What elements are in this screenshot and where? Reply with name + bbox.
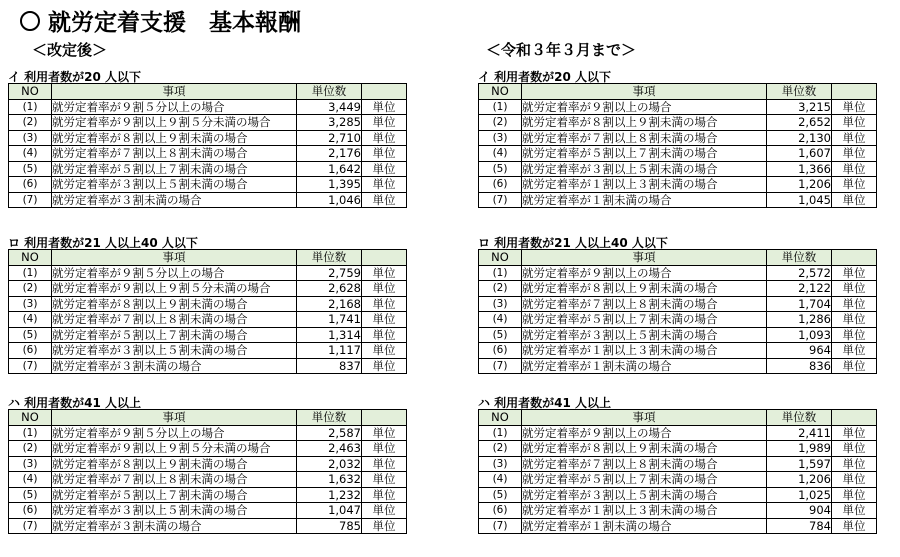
row-condition: 就労定着率が８割以上９割未満の場合: [52, 130, 297, 146]
row-number: (2): [479, 115, 522, 131]
row-condition: 就労定着率が５割以上７割未満の場合: [52, 487, 297, 503]
row-number: (3): [9, 456, 52, 472]
row-number: (7): [479, 192, 522, 208]
row-number: (4): [9, 472, 52, 488]
row-unit-label: 単位: [362, 130, 407, 146]
row-unit-label: 単位: [362, 296, 407, 312]
table-row: [9, 441, 407, 457]
row-number: (4): [479, 472, 522, 488]
row-number: (5): [479, 161, 522, 177]
header-units: 単位数: [767, 250, 832, 266]
table-row: [9, 99, 407, 115]
row-number: (6): [479, 177, 522, 193]
row-units-value: 2,710: [297, 130, 362, 146]
row-unit-label: 単位: [362, 343, 407, 359]
row-number: (4): [9, 312, 52, 328]
row-number: (7): [9, 358, 52, 374]
row-units-value: 2,463: [297, 441, 362, 457]
table-row: [9, 312, 407, 328]
row-condition: 就労定着率が８割以上９割未満の場合: [522, 115, 767, 131]
row-condition: 就労定着率が５割以上７割未満の場合: [52, 327, 297, 343]
table-header-row: [9, 84, 407, 100]
header-no: NO: [9, 250, 52, 266]
row-condition: 就労定着率が１割未満の場合: [522, 518, 767, 534]
row-number: (2): [9, 281, 52, 297]
row-unit-label: 単位: [362, 192, 407, 208]
table-row: [9, 425, 407, 441]
row-units-value: 1,642: [297, 161, 362, 177]
row-condition: 就労定着率が９割以上の場合: [522, 265, 767, 281]
table-row: [479, 487, 877, 503]
row-condition: 就労定着率が１割以上３割未満の場合: [522, 177, 767, 193]
row-number: (3): [479, 130, 522, 146]
row-unit-label: 単位: [362, 327, 407, 343]
row-number: (6): [479, 343, 522, 359]
section-label: ロ 利用者数が21 人以上40 人以下: [8, 236, 198, 250]
row-unit-label: 単位: [362, 358, 407, 374]
table-row: [479, 161, 877, 177]
row-unit-label: 単位: [832, 487, 877, 503]
row-number: (2): [479, 281, 522, 297]
row-condition: 就労定着率が１割以上３割未満の場合: [522, 343, 767, 359]
row-units-value: 2,122: [767, 281, 832, 297]
row-number: (6): [9, 343, 52, 359]
row-unit-label: 単位: [362, 146, 407, 162]
row-condition: 就労定着率が９割以上の場合: [522, 425, 767, 441]
row-units-value: 2,168: [297, 296, 362, 312]
row-condition: 就労定着率が５割以上７割未満の場合: [522, 312, 767, 328]
row-unit-label: 単位: [832, 115, 877, 131]
row-number: (1): [9, 265, 52, 281]
table-row: [479, 130, 877, 146]
row-units-value: 1,046: [297, 192, 362, 208]
row-number: (7): [479, 518, 522, 534]
row-condition: 就労定着率が１割以上３割未満の場合: [522, 503, 767, 519]
row-number: (4): [479, 146, 522, 162]
row-condition: 就労定着率が３割未満の場合: [52, 518, 297, 534]
header-label: [832, 84, 877, 100]
row-condition: 就労定着率が９割５分以上の場合: [52, 425, 297, 441]
section-label: ハ 利用者数が41 人以上: [478, 396, 612, 410]
row-unit-label: 単位: [362, 472, 407, 488]
header-item: 事項: [52, 250, 297, 266]
table-row: [9, 456, 407, 472]
row-unit-label: 単位: [832, 456, 877, 472]
row-unit-label: 単位: [362, 161, 407, 177]
header-item: 事項: [522, 84, 767, 100]
row-condition: 就労定着率が５割以上７割未満の場合: [52, 161, 297, 177]
row-units-value: 785: [297, 518, 362, 534]
row-condition: 就労定着率が３割以上５割未満の場合: [522, 327, 767, 343]
row-unit-label: 単位: [832, 296, 877, 312]
row-condition: 就労定着率が７割以上８割未満の場合: [52, 312, 297, 328]
row-condition: 就労定着率が３割未満の場合: [52, 358, 297, 374]
row-units-value: 964: [767, 343, 832, 359]
row-number: (7): [9, 192, 52, 208]
row-number: (1): [9, 99, 52, 115]
header-no: NO: [479, 250, 522, 266]
row-number: (3): [479, 456, 522, 472]
row-condition: 就労定着率が３割以上５割未満の場合: [522, 487, 767, 503]
row-units-value: 837: [297, 358, 362, 374]
row-units-value: 1,286: [767, 312, 832, 328]
header-units: 単位数: [767, 410, 832, 426]
row-units-value: 1,206: [767, 177, 832, 193]
table-row: [9, 358, 407, 374]
row-unit-label: 単位: [832, 281, 877, 297]
row-units-value: 2,032: [297, 456, 362, 472]
row-units-value: 1,093: [767, 327, 832, 343]
row-units-value: 1,117: [297, 343, 362, 359]
row-condition: 就労定着率が３割以上５割未満の場合: [52, 503, 297, 519]
row-units-value: 1,741: [297, 312, 362, 328]
table-row: [479, 441, 877, 457]
row-units-value: 2,652: [767, 115, 832, 131]
row-units-value: 1,206: [767, 472, 832, 488]
row-unit-label: 単位: [362, 487, 407, 503]
table-row: [9, 472, 407, 488]
row-number: (1): [479, 425, 522, 441]
row-condition: 就労定着率が８割以上９割未満の場合: [522, 441, 767, 457]
table-row: [479, 456, 877, 472]
table-row: [479, 343, 877, 359]
row-unit-label: 単位: [832, 503, 877, 519]
table-row: [479, 472, 877, 488]
header-label: [832, 250, 877, 266]
row-number: (1): [9, 425, 52, 441]
row-unit-label: 単位: [362, 177, 407, 193]
row-number: (4): [479, 312, 522, 328]
row-unit-label: 単位: [832, 146, 877, 162]
section-label: イ 利用者数が20 人以下: [478, 70, 612, 84]
table-row: [9, 518, 407, 534]
table-header-row: [479, 250, 877, 266]
row-unit-label: 単位: [832, 425, 877, 441]
table-row: [479, 503, 877, 519]
row-condition: 就労定着率が５割以上７割未満の場合: [522, 472, 767, 488]
row-units-value: 1,366: [767, 161, 832, 177]
row-condition: 就労定着率が７割以上８割未満の場合: [522, 456, 767, 472]
row-condition: 就労定着率が９割以上の場合: [522, 99, 767, 115]
row-units-value: 1,704: [767, 296, 832, 312]
row-condition: 就労定着率が８割以上９割未満の場合: [52, 456, 297, 472]
row-units-value: 1,597: [767, 456, 832, 472]
row-unit-label: 単位: [832, 472, 877, 488]
row-condition: 就労定着率が７割以上８割未満の場合: [522, 130, 767, 146]
section-label: ロ 利用者数が21 人以上40 人以下: [478, 236, 668, 250]
row-unit-label: 単位: [362, 503, 407, 519]
reward-table: [478, 249, 877, 374]
header-label: [832, 410, 877, 426]
row-units-value: 2,628: [297, 281, 362, 297]
table-row: [9, 146, 407, 162]
row-units-value: 2,130: [767, 130, 832, 146]
header-label: [362, 84, 407, 100]
table-row: [479, 327, 877, 343]
row-number: (1): [479, 99, 522, 115]
row-units-value: 1,045: [767, 192, 832, 208]
row-condition: 就労定着率が９割５分以上の場合: [52, 265, 297, 281]
table-row: [9, 281, 407, 297]
row-units-value: 784: [767, 518, 832, 534]
row-condition: 就労定着率が８割以上９割未満の場合: [522, 281, 767, 297]
row-number: (7): [9, 518, 52, 534]
row-unit-label: 単位: [362, 265, 407, 281]
row-units-value: 2,759: [297, 265, 362, 281]
row-condition: 就労定着率が１割未満の場合: [522, 358, 767, 374]
row-units-value: 2,176: [297, 146, 362, 162]
row-condition: 就労定着率が９割以上９割５分未満の場合: [52, 115, 297, 131]
header-item: 事項: [52, 410, 297, 426]
reward-table: [478, 83, 877, 208]
row-unit-label: 単位: [832, 518, 877, 534]
table-header-row: [479, 410, 877, 426]
row-unit-label: 単位: [362, 425, 407, 441]
page-title: [20, 4, 301, 37]
table-row: [479, 265, 877, 281]
row-number: (5): [479, 327, 522, 343]
page-title-text: 就労定着支援 基本報酬: [48, 10, 301, 36]
table-row: [9, 115, 407, 131]
header-units: 単位数: [297, 410, 362, 426]
row-unit-label: 単位: [832, 343, 877, 359]
header-units: 単位数: [297, 84, 362, 100]
section-label: ハ 利用者数が41 人以上: [8, 396, 142, 410]
row-number: (5): [9, 487, 52, 503]
row-units-value: 1,232: [297, 487, 362, 503]
row-units-value: 3,285: [297, 115, 362, 131]
row-number: (3): [9, 130, 52, 146]
section-label: イ 利用者数が20 人以下: [8, 70, 142, 84]
row-unit-label: 単位: [362, 456, 407, 472]
row-units-value: 1,395: [297, 177, 362, 193]
table-row: [479, 312, 877, 328]
row-units-value: 3,215: [767, 99, 832, 115]
row-number: (3): [9, 296, 52, 312]
column-heading: ＜令和３年３月まで＞: [486, 41, 637, 59]
row-units-value: 1,025: [767, 487, 832, 503]
row-number: (7): [479, 358, 522, 374]
header-units: 単位数: [767, 84, 832, 100]
table-row: [479, 192, 877, 208]
row-unit-label: 単位: [832, 130, 877, 146]
table-row: [9, 177, 407, 193]
table-row: [479, 99, 877, 115]
row-condition: 就労定着率が７割以上８割未満の場合: [522, 296, 767, 312]
row-units-value: 1,989: [767, 441, 832, 457]
row-unit-label: 単位: [832, 177, 877, 193]
row-unit-label: 単位: [362, 518, 407, 534]
row-condition: 就労定着率が９割以上９割５分未満の場合: [52, 281, 297, 297]
row-unit-label: 単位: [362, 441, 407, 457]
row-number: (6): [9, 503, 52, 519]
table-row: [9, 192, 407, 208]
row-units-value: 3,449: [297, 99, 362, 115]
table-row: [9, 327, 407, 343]
table-header-row: [479, 84, 877, 100]
reward-table: [8, 83, 407, 208]
table-header-row: [9, 410, 407, 426]
table-row: [9, 343, 407, 359]
row-condition: 就労定着率が９割以上９割５分未満の場合: [52, 441, 297, 457]
row-units-value: 1,632: [297, 472, 362, 488]
header-no: NO: [9, 84, 52, 100]
row-condition: 就労定着率が３割以上５割未満の場合: [52, 177, 297, 193]
row-unit-label: 単位: [832, 192, 877, 208]
row-number: (2): [479, 441, 522, 457]
row-number: (6): [479, 503, 522, 519]
circle-bullet-icon: [20, 11, 40, 31]
row-unit-label: 単位: [362, 115, 407, 131]
header-item: 事項: [52, 84, 297, 100]
row-units-value: 2,587: [297, 425, 362, 441]
table-row: [479, 146, 877, 162]
row-units-value: 1,047: [297, 503, 362, 519]
table-row: [479, 425, 877, 441]
row-condition: 就労定着率が３割以上５割未満の場合: [52, 343, 297, 359]
row-number: (5): [9, 327, 52, 343]
table-row: [479, 115, 877, 131]
row-unit-label: 単位: [832, 358, 877, 374]
row-number: (2): [9, 115, 52, 131]
row-unit-label: 単位: [832, 327, 877, 343]
table-row: [9, 161, 407, 177]
header-label: [362, 250, 407, 266]
row-number: (4): [9, 146, 52, 162]
table-row: [9, 487, 407, 503]
row-units-value: 2,411: [767, 425, 832, 441]
header-item: 事項: [522, 250, 767, 266]
column-heading: ＜改定後＞: [32, 41, 108, 59]
row-condition: 就労定着率が９割５分以上の場合: [52, 99, 297, 115]
row-units-value: 904: [767, 503, 832, 519]
row-number: (5): [479, 487, 522, 503]
row-number: (5): [9, 161, 52, 177]
header-no: NO: [9, 410, 52, 426]
table-row: [479, 281, 877, 297]
row-condition: 就労定着率が７割以上８割未満の場合: [52, 472, 297, 488]
row-units-value: 836: [767, 358, 832, 374]
row-number: (6): [9, 177, 52, 193]
row-units-value: 1,314: [297, 327, 362, 343]
table-row: [479, 296, 877, 312]
row-condition: 就労定着率が５割以上７割未満の場合: [522, 146, 767, 162]
row-number: (3): [479, 296, 522, 312]
row-unit-label: 単位: [832, 441, 877, 457]
header-no: NO: [479, 410, 522, 426]
table-row: [479, 177, 877, 193]
reward-table: [478, 409, 877, 534]
header-units: 単位数: [297, 250, 362, 266]
row-condition: 就労定着率が８割以上９割未満の場合: [52, 296, 297, 312]
header-item: 事項: [522, 410, 767, 426]
row-unit-label: 単位: [832, 161, 877, 177]
row-number: (2): [9, 441, 52, 457]
table-row: [9, 296, 407, 312]
row-units-value: 1,607: [767, 146, 832, 162]
reward-table: [8, 249, 407, 374]
table-row: [9, 130, 407, 146]
row-condition: 就労定着率が３割以上５割未満の場合: [522, 161, 767, 177]
row-condition: 就労定着率が１割未満の場合: [522, 192, 767, 208]
row-unit-label: 単位: [362, 312, 407, 328]
row-units-value: 2,572: [767, 265, 832, 281]
row-unit-label: 単位: [362, 281, 407, 297]
row-unit-label: 単位: [832, 265, 877, 281]
table-header-row: [9, 250, 407, 266]
row-unit-label: 単位: [362, 99, 407, 115]
table-row: [479, 358, 877, 374]
table-row: [9, 503, 407, 519]
table-row: [479, 518, 877, 534]
row-unit-label: 単位: [832, 312, 877, 328]
header-label: [362, 410, 407, 426]
table-row: [9, 265, 407, 281]
row-condition: 就労定着率が７割以上８割未満の場合: [52, 146, 297, 162]
reward-table: [8, 409, 407, 534]
row-condition: 就労定着率が３割未満の場合: [52, 192, 297, 208]
header-no: NO: [479, 84, 522, 100]
row-number: (1): [479, 265, 522, 281]
row-unit-label: 単位: [832, 99, 877, 115]
